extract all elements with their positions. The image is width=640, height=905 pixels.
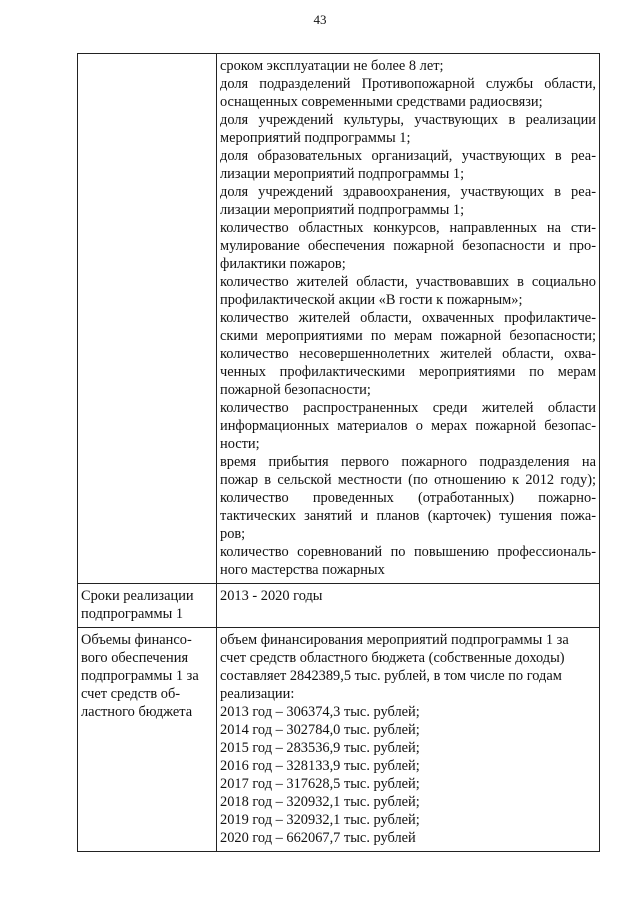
page-number: 43 [313, 12, 327, 27]
row-text-line: 2013 - 2020 годы [220, 588, 323, 604]
row-text-line: ров; [220, 526, 246, 542]
row-label-line: вого обеспечения [81, 650, 189, 666]
row-text-line: пожар в сельской местности (по отношению к 2012 году); [220, 472, 596, 488]
row-text-line: количество областных конкурсов, направленных на сти- [220, 220, 596, 236]
row-text-line: время прибытия первого пожарного подразделения на [220, 454, 596, 470]
row-text-line: доля подразделений Противопожарной службы области, [220, 76, 596, 92]
row-text-line: ного мастерства пожарных [220, 562, 385, 578]
table-row [78, 54, 600, 584]
row-text-line: филактики пожаров; [220, 256, 346, 272]
row-text-line: 2020 год – 662067,7 тыс. рублей [220, 830, 416, 846]
row-text-line: лизации мероприятий подпрограммы 1; [220, 166, 465, 182]
row-content-cell [217, 584, 600, 628]
passport-table [77, 53, 600, 852]
row-text-line: счет средств областного бюджета (собственные доходы) [220, 650, 565, 666]
row-label-line: счет средств об- [81, 686, 181, 702]
row-label-line: Объемы финансо- [81, 632, 192, 648]
row-text-line: 2016 год – 328133,9 тыс. рублей; [220, 758, 420, 774]
row-label-line: подпрограммы 1 за [81, 668, 199, 684]
row-text-line: количество проведенных (отработанных) пожарно- [220, 490, 596, 506]
row-text-line: тактических занятий и планов (карточек) тушения пожа- [220, 508, 596, 524]
row-text-line: лизации мероприятий подпрограммы 1; [220, 202, 465, 218]
table-row [78, 584, 600, 628]
row-text-line: сроком эксплуатации не более 8 лет; [220, 58, 444, 74]
row-text-line: 2014 год – 302784,0 тыс. рублей; [220, 722, 420, 738]
row-text-line: информационных материалов о мерах пожарной безопас- [220, 418, 596, 434]
row-text-line: профилактической акции «В гости к пожарным»; [220, 292, 523, 308]
row-label-line: ластного бюджета [81, 704, 193, 720]
row-text-line: 2013 год – 306374,3 тыс. рублей; [220, 704, 420, 720]
row-text-line: количество жителей области, участвовавших в социально [220, 274, 596, 290]
row-text-line: пожарной безопасности; [220, 382, 371, 398]
row-label-line: Сроки реализации [81, 588, 194, 604]
row-text-line: доля учреждений здравоохранения, участвующих в реа- [220, 184, 596, 200]
row-text-line: оснащенных современными средствами радиосвязи; [220, 94, 543, 110]
row-text-line: доля учреждений культуры, участвующих в реализации [220, 112, 596, 128]
row-text-line: объем финансирования мероприятий подпрограммы 1 за [220, 632, 569, 648]
table-row [78, 628, 600, 852]
row-text-line: доля образовательных организаций, участвующих в реа- [220, 148, 596, 164]
row-text-line: мероприятий подпрограммы 1; [220, 130, 411, 146]
row-text-line: количество несовершеннолетних жителей области, охва- [220, 346, 596, 362]
row-label-cell [78, 628, 217, 852]
row-text-line: количество соревнований по повышению профессиональ- [220, 544, 596, 560]
row-text-line: реализации: [220, 686, 295, 702]
row-label-cell [78, 584, 217, 628]
row-text-line: составляет 2842389,5 тыс. рублей, в том числе по годам [220, 668, 562, 684]
row-content-cell [217, 628, 600, 852]
row-text-line: ченных профилактическими мероприятиями по мерам [220, 364, 596, 380]
row-text-line: ности; [220, 436, 260, 452]
row-text-line: количество жителей области, охваченных профилактиче- [220, 310, 596, 326]
row-text-line: 2017 год – 317628,5 тыс. рублей; [220, 776, 420, 792]
row-text-line: 2018 год – 320932,1 тыс. рублей; [220, 794, 420, 810]
row-text-line: количество распространенных среди жителей области [220, 400, 596, 416]
row-label-cell [78, 54, 217, 584]
row-text-line: скими мероприятиями по мерам пожарной безопасности; [220, 328, 596, 344]
row-label-line: подпрограммы 1 [81, 606, 184, 622]
row-text-line: 2019 год – 320932,1 тыс. рублей; [220, 812, 420, 828]
row-content-cell [217, 54, 600, 584]
row-text-line: 2015 год – 283536,9 тыс. рублей; [220, 740, 420, 756]
row-text-line: мулирование обеспечения пожарной безопасности и про- [220, 238, 596, 254]
